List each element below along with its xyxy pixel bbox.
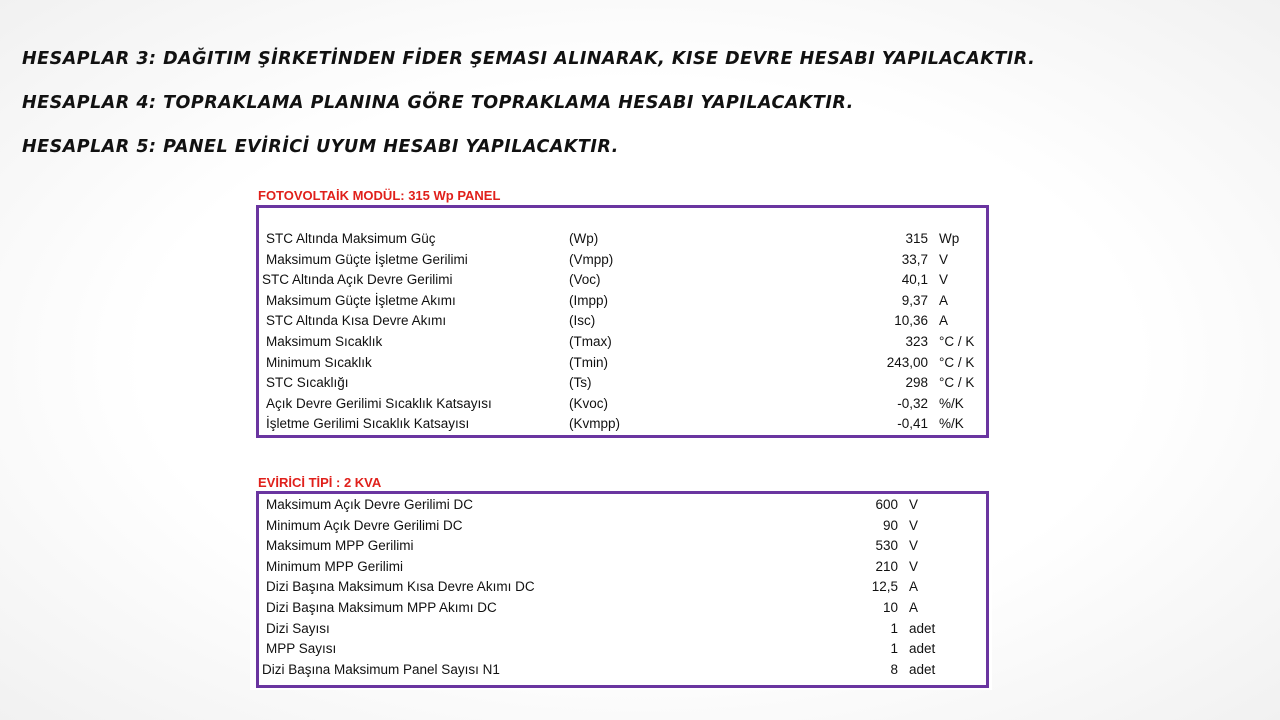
inverter-spec-row bbox=[259, 516, 986, 536]
inverter-spec-row bbox=[259, 536, 986, 556]
panel-spec-symbol: (Wp) bbox=[569, 231, 599, 246]
inverter-spec-value: 10 bbox=[882, 600, 898, 615]
panel-spec-value: 243,00 bbox=[886, 354, 928, 370]
inverter-spec-unit: adet bbox=[909, 661, 936, 677]
inverter-spec-label: MPP Sayısı bbox=[266, 641, 337, 657]
panel-spec-row bbox=[259, 291, 986, 311]
panel-spec-row bbox=[259, 414, 986, 434]
panel-spec-symbol: (Isc) bbox=[569, 313, 596, 329]
panel-spec-value: 298 bbox=[905, 375, 928, 391]
inverter-spec-value: 1 bbox=[890, 620, 898, 636]
panel-spec-label: Maksimum Sıcaklık bbox=[266, 334, 383, 349]
panel-spec-label: STC Sıcaklığı bbox=[266, 375, 349, 391]
panel-spec-row bbox=[259, 332, 986, 352]
panel-spec-row bbox=[259, 250, 986, 270]
inverter-spec-row bbox=[259, 598, 986, 618]
panel-spec-row bbox=[259, 270, 986, 290]
inverter-spec-row bbox=[259, 495, 986, 515]
panel-spec-unit: A bbox=[939, 313, 949, 329]
panel-spec-value: -0,32 bbox=[897, 395, 928, 411]
inverter-section-title: EVİRİCİ TİPİ : 2 KVA bbox=[258, 475, 382, 490]
inverter-spec-label: Dizi Sayısı bbox=[266, 620, 330, 636]
inverter-spec-value: 12,5 bbox=[871, 579, 898, 595]
panel-spec-unit: V bbox=[939, 251, 949, 267]
panel-spec-symbol: (Voc) bbox=[569, 272, 601, 288]
inverter-spec-unit: V bbox=[909, 538, 919, 554]
inverter-spec-row bbox=[259, 660, 986, 680]
inverter-spec-label: Dizi Başına Maksimum Kısa Devre Akımı DC bbox=[266, 579, 535, 595]
panel-spec-unit: °C / K bbox=[939, 334, 975, 349]
inverter-spec-unit: V bbox=[909, 497, 919, 512]
inverter-spec-row bbox=[259, 639, 986, 659]
panel-spec-value: 10,36 bbox=[894, 313, 928, 329]
inverter-spec-value: 210 bbox=[875, 558, 898, 574]
inverter-spec-label: Maksimum Açık Devre Gerilimi DC bbox=[266, 497, 474, 512]
panel-spec-label: İşletme Gerilimi Sıcaklık Katsayısı bbox=[266, 416, 470, 432]
heading-hesaplar-5: HESAPLAR 5: PANEL EVİRİCİ UYUM HESABI YAPILACAKTIR. bbox=[22, 137, 619, 157]
inverter-spec-row bbox=[259, 557, 986, 577]
inverter-spec-value: 1 bbox=[890, 641, 898, 657]
panel-spec-symbol: (Kvmpp) bbox=[569, 416, 621, 432]
panel-spec-symbol: (Vmpp) bbox=[569, 251, 614, 267]
panel-spec-row bbox=[259, 353, 986, 373]
panel-spec-row bbox=[259, 373, 986, 393]
panel-spec-unit: %/K bbox=[939, 395, 964, 411]
panel-spec-value: -0,41 bbox=[897, 416, 928, 432]
panel-spec-symbol: (Kvoc) bbox=[569, 395, 609, 411]
panel-spec-label: STC Altında Maksimum Güç bbox=[266, 231, 436, 246]
panel-spec-symbol: (Ts) bbox=[569, 375, 592, 391]
panel-spec-value: 9,37 bbox=[901, 292, 928, 308]
inverter-spec-unit: A bbox=[909, 579, 919, 595]
panel-spec-unit: °C / K bbox=[939, 354, 975, 370]
inverter-spec-unit: V bbox=[909, 517, 919, 533]
inverter-spec-label: Maksimum MPP Gerilimi bbox=[266, 538, 414, 554]
inverter-spec-label: Minimum Açık Devre Gerilimi DC bbox=[266, 517, 463, 533]
panel-spec-value: 323 bbox=[905, 334, 928, 349]
panel-spec-label: Açık Devre Gerilimi Sıcaklık Katsayısı bbox=[266, 395, 492, 411]
inverter-spec-label: Minimum MPP Gerilimi bbox=[266, 558, 404, 574]
panel-spec-unit: %/K bbox=[939, 416, 964, 432]
inverter-spec-table bbox=[256, 491, 989, 688]
panel-spec-unit: A bbox=[939, 292, 949, 308]
heading-hesaplar-3: HESAPLAR 3: DAĞITIM ŞİRKETİNDEN FİDER ŞEMASI ALINARAK, KISE DEVRE HESABI YAPILACAKTIR. bbox=[22, 49, 1036, 69]
panel-spec-table bbox=[256, 205, 989, 438]
panel-spec-unit: °C / K bbox=[939, 375, 975, 391]
inverter-spec-label: Dizi Başına Maksimum Panel Sayısı N1 bbox=[262, 661, 500, 677]
panel-spec-symbol: (Impp) bbox=[569, 292, 609, 308]
inverter-spec-value: 90 bbox=[882, 517, 898, 533]
panel-spec-label: Minimum Sıcaklık bbox=[266, 354, 372, 370]
heading-hesaplar-4: HESAPLAR 4: TOPRAKLAMA PLANINA GÖRE TOPRAKLAMA HESABI YAPILACAKTIR. bbox=[22, 93, 854, 113]
panel-spec-value: 315 bbox=[905, 231, 928, 246]
panel-spec-unit: Wp bbox=[939, 231, 960, 246]
inverter-spec-value: 8 bbox=[890, 661, 898, 677]
inverter-spec-value: 600 bbox=[875, 497, 898, 512]
panel-spec-value: 33,7 bbox=[901, 251, 928, 267]
panel-spec-label: Maksimum Güçte İşletme Akımı bbox=[266, 292, 456, 308]
panel-spec-label: STC Altında Kısa Devre Akımı bbox=[266, 313, 447, 329]
inverter-spec-row bbox=[259, 577, 986, 597]
panel-spec-symbol: (Tmax) bbox=[569, 334, 612, 349]
inverter-spec-unit: A bbox=[909, 600, 919, 615]
panel-spec-row bbox=[259, 394, 986, 414]
inverter-spec-value: 530 bbox=[875, 538, 898, 554]
panel-spec-unit: V bbox=[939, 272, 949, 288]
panel-spec-label: Maksimum Güçte İşletme Gerilimi bbox=[266, 251, 468, 267]
panel-spec-value: 40,1 bbox=[901, 272, 928, 288]
panel-spec-label: STC Altında Açık Devre Gerilimi bbox=[262, 272, 453, 288]
panel-spec-row bbox=[259, 311, 986, 331]
inverter-spec-row bbox=[259, 619, 986, 639]
panel-spec-symbol: (Tmin) bbox=[569, 354, 608, 370]
inverter-spec-unit: adet bbox=[909, 620, 936, 636]
inverter-spec-label: Dizi Başına Maksimum MPP Akımı DC bbox=[266, 600, 497, 615]
inverter-spec-unit: adet bbox=[909, 641, 936, 657]
panel-spec-row bbox=[259, 229, 986, 249]
inverter-spec-unit: V bbox=[909, 558, 919, 574]
panel-section-title: FOTOVOLTAİK MODÜL: 315 Wp PANEL bbox=[258, 188, 501, 203]
